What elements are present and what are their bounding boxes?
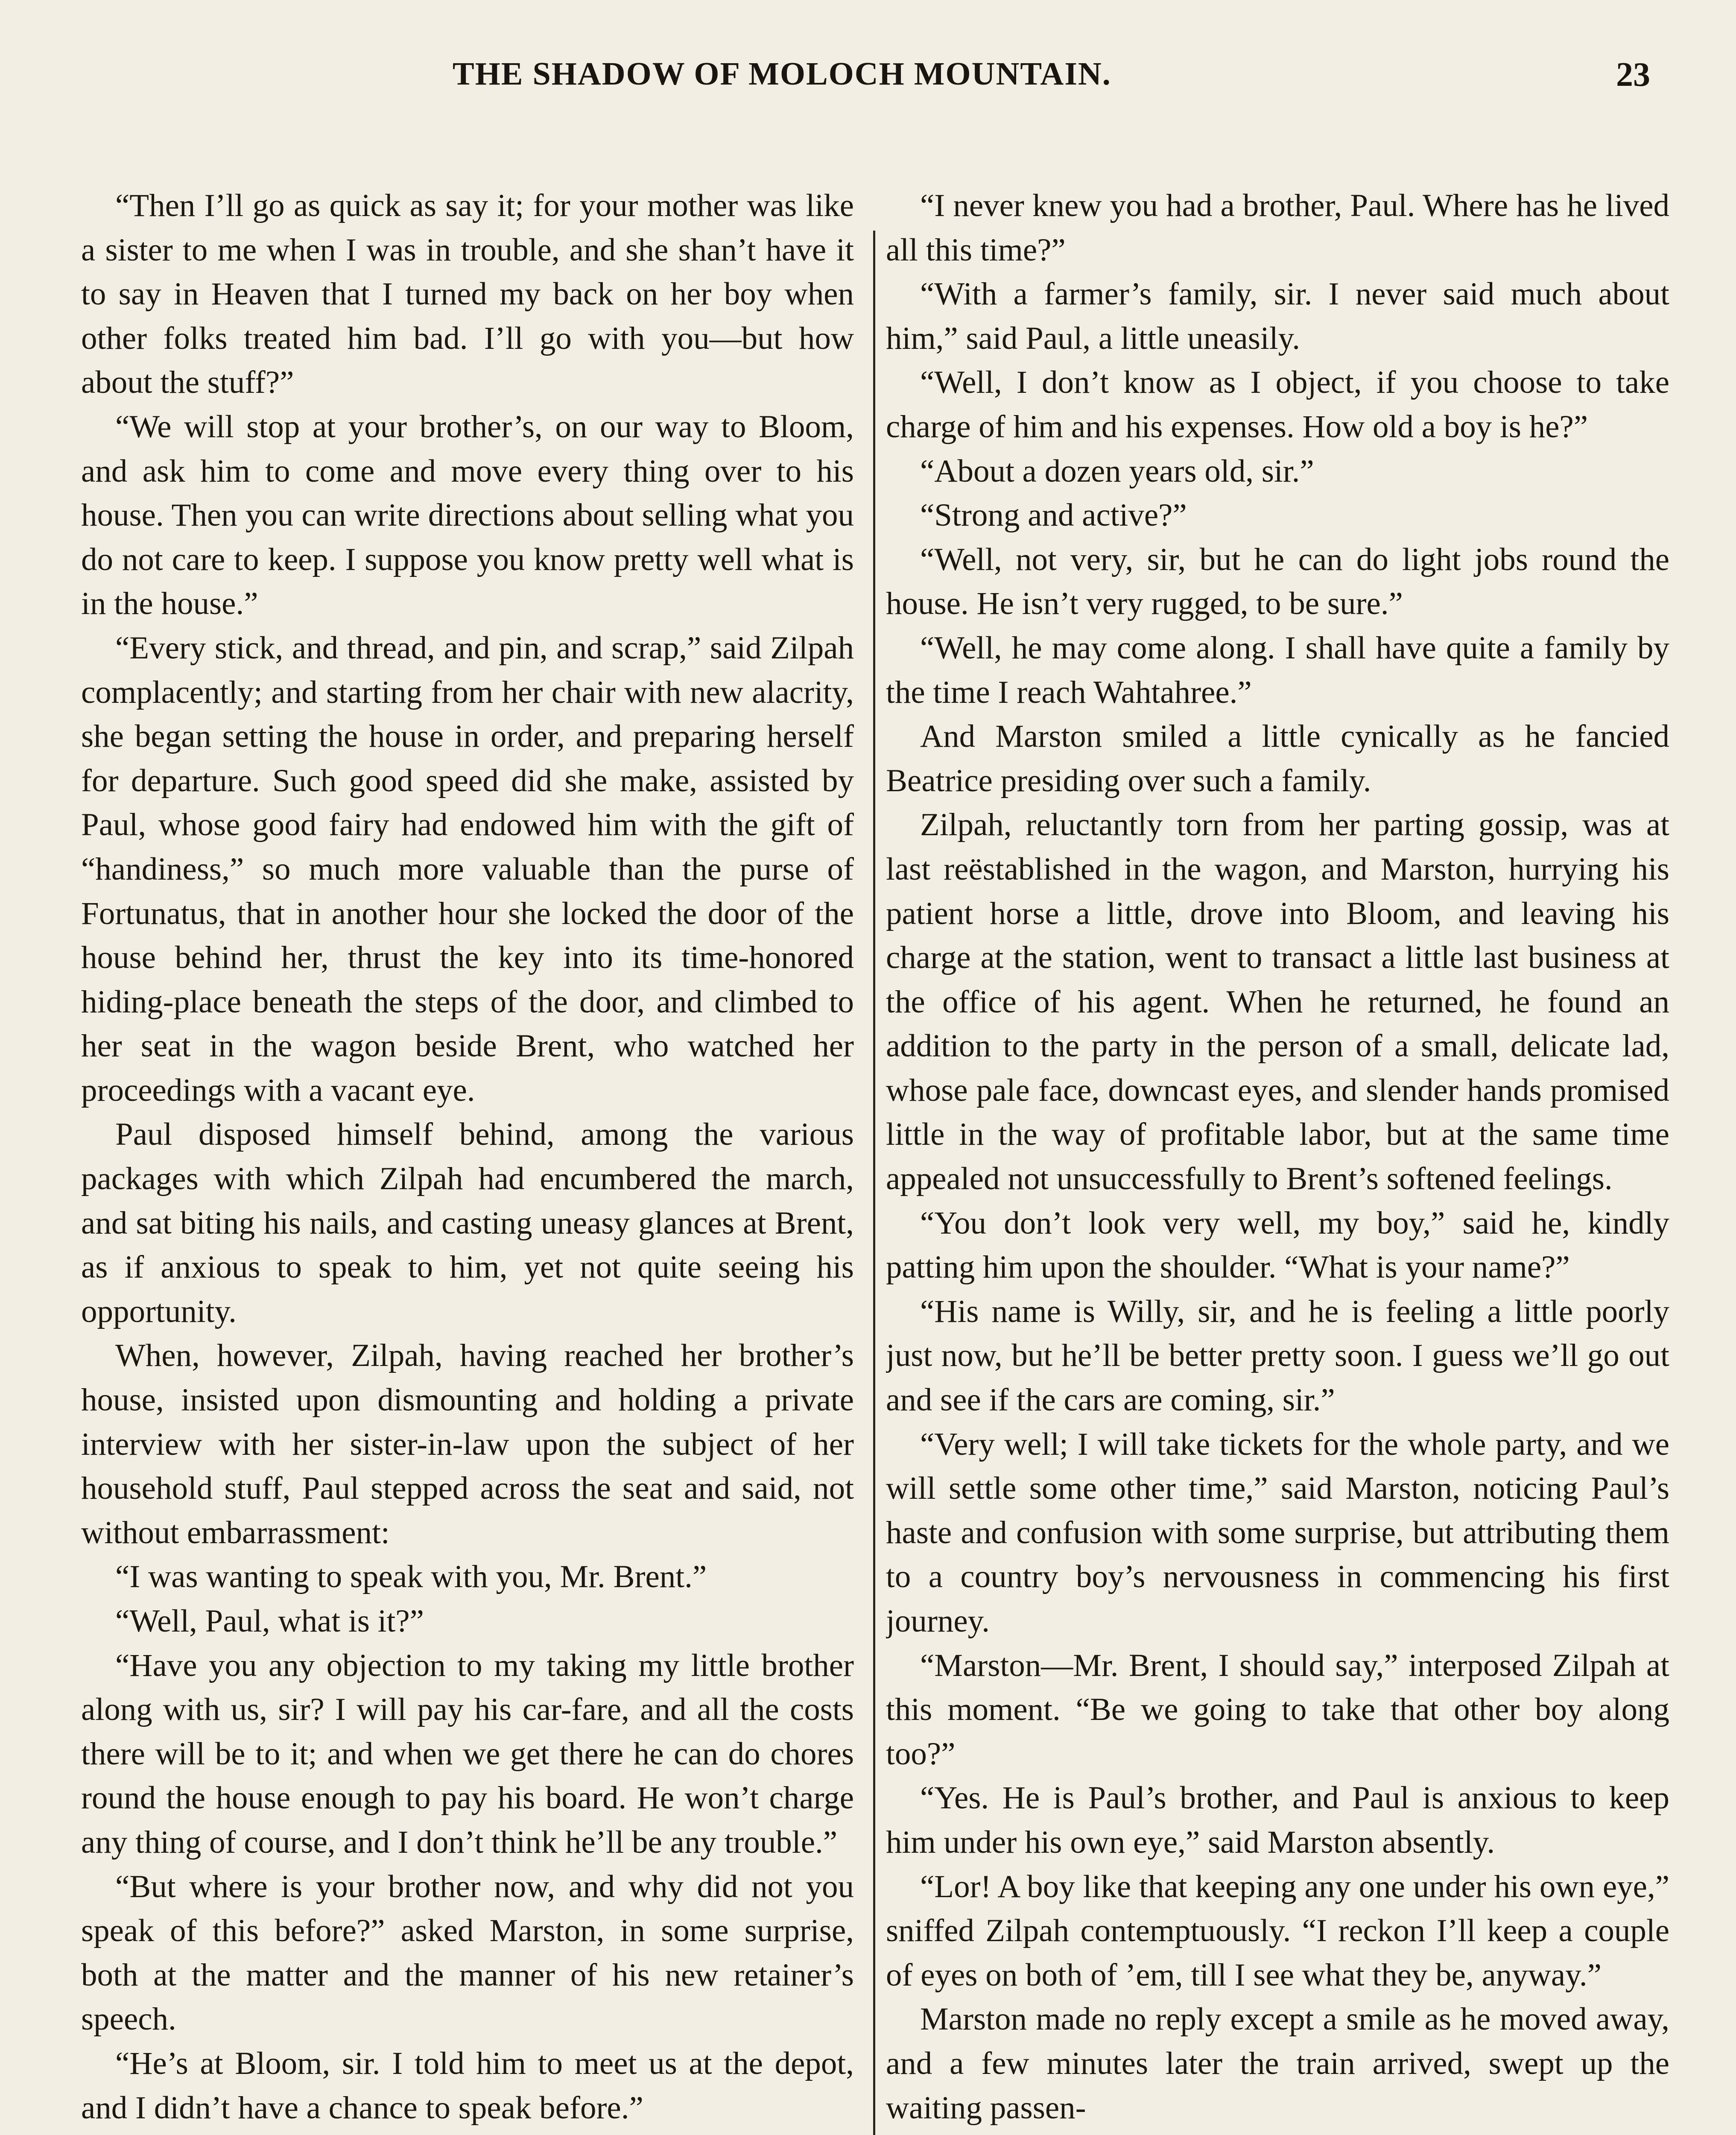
paragraph: “Well, he may come along. I shall have quite a family by the time I reach Wahtahree.” (886, 630, 1669, 710)
paragraph: “I was wanting to speak with you, Mr. Brent.” (115, 1559, 707, 1595)
paragraph: “Well, Paul, what is it?” (115, 1603, 424, 1639)
right-column (886, 184, 1669, 2135)
paragraph: “Well, not very, sir, but he can do light jobs round the house. He isn’t very rugged, to be sure.” (886, 541, 1669, 622)
left-column (81, 184, 854, 2135)
paragraph: “Strong and active?” (920, 497, 1187, 533)
paragraph: “Lor! A boy like that keeping any one under his own eye,” sniffed Zilpah contemptuously. “I reckon I’ll keep a couple of eyes on both of ’em, till I see what they be, anyway.” (886, 1869, 1669, 1993)
paragraph: Paul disposed himself behind, among the various packages with which Zilpah had encumbered the march, and sat biting his nails, and casting uneasy glances at Brent, as if anxious to speak to him, yet not quite seeing his opportunity. (81, 1117, 854, 1329)
paragraph: “Then I’ll go as quick as say it; for your mother was like a sister to me when I was in trouble, and she shan’t have it to say in Heaven that I turned my back on her boy when other folks treated him bad. I’ll go with you—but how about the stuff?” (81, 188, 854, 401)
paragraph: “You don’t look very well, my boy,” said he, kindly patting him upon the shoulder. “What is your name?” (886, 1205, 1669, 1285)
paragraph: “I never knew you had a brother, Paul. Where has he lived all this time?” (886, 188, 1669, 268)
paragraph: And Marston smiled a little cynically as he fancied Beatrice presiding over such a family. (886, 719, 1669, 798)
paragraph: When, however, Zilpah, having reached her brother’s house, insisted upon dismounting and holding a private interview with her sister-in-law upon the subject of her household stuff, Paul stepped across the seat and said, not without embarrassment: (81, 1338, 854, 1550)
column-divider (873, 231, 875, 2135)
paragraph: Marston made no reply except a smile as he moved away, and a few minutes later the train arrived, swept up the waiting passen- (886, 2001, 1669, 2126)
page-number: 23 (1616, 56, 1650, 94)
paragraph: “He’s at Bloom, sir. I told him to meet us at the depot, and I didn’t have a chance to speak before.” (81, 2045, 854, 2126)
paragraph: “Very well; I will take tickets for the whole party, and we will settle some other time,” said Marston, noticing Paul’s haste and confusion with some surprise, but attributing them to a country boy’s nervousness in commencing his first journey. (886, 1426, 1669, 1639)
running-title: THE SHADOW OF MOLOCH MOUNTAIN. (453, 56, 1111, 92)
paragraph: “Have you any objection to my taking my little brother along with us, sir? I will pay his car-fare, and all the costs there will be to it; and when we get there he can do chores round the house enough to pay his board. He won’t charge any thing of course, and I don’t think he’ll be any trouble.” (81, 1647, 854, 1860)
paragraph: “About a dozen years old, sir.” (920, 453, 1314, 489)
paragraph: “Well, I don’t know as I object, if you choose to take charge of him and his expenses. How old a boy is he?” (886, 365, 1669, 445)
paragraph: “With a farmer’s family, sir. I never said much about him,” said Paul, a little uneasily. (886, 276, 1669, 356)
paragraph: “We will stop at your brother’s, on our way to Bloom, and ask him to come and move every thing over to his house. Then you can write directions about selling what you do not care to keep. I suppose you know pretty well what is in the house.” (81, 409, 854, 622)
paragraph: “Yes. He is Paul’s brother, and Paul is anxious to keep him under his own eye,” said Marston absently. (886, 1780, 1669, 1860)
paragraph: “His name is Willy, sir, and he is feeling a little poorly just now, but he’ll be better pretty soon. I guess we’ll go out and see if the cars are coming, sir.” (886, 1293, 1669, 1418)
paragraph: “Every stick, and thread, and pin, and scrap,” said Zilpah complacently; and starting from her chair with new alacrity, she began setting the house in order, and preparing herself for departure. Such good speed did she make, assisted by Paul, whose good fairy had endowed him with the gift of “handiness,” so much more valuable than the purse of Fortunatus, that in another hour she locked the door of the house behind her, thrust the key into its time-honored hiding-place beneath the steps of the door, and climbed to her seat in the wagon beside Brent, who watched her proceedings with a vacant eye. (81, 630, 854, 1108)
paragraph: Zilpah, reluctantly torn from her parting gossip, was at last reëstablished in the wagon, and Marston, hurrying his patient horse a little, drove into Bloom, and leaving his charge at the station, went to transact a little last business at the office of his agent. When he returned, he found an addition to the party in the person of a small, delicate lad, whose pale face, downcast eyes, and slender hands promised little in the way of profitable labor, but at the same time appealed not unsuccessfully to Brent’s softened feelings. (886, 807, 1669, 1197)
paragraph: “Marston—Mr. Brent, I should say,” interposed Zilpah at this moment. “Be we going to take that other boy along too?” (886, 1647, 1669, 1772)
paragraph: “But where is your brother now, and why did not you speak of this before?” asked Marston, in some surprise, both at the matter and the manner of his new retainer’s speech. (81, 1869, 854, 2037)
